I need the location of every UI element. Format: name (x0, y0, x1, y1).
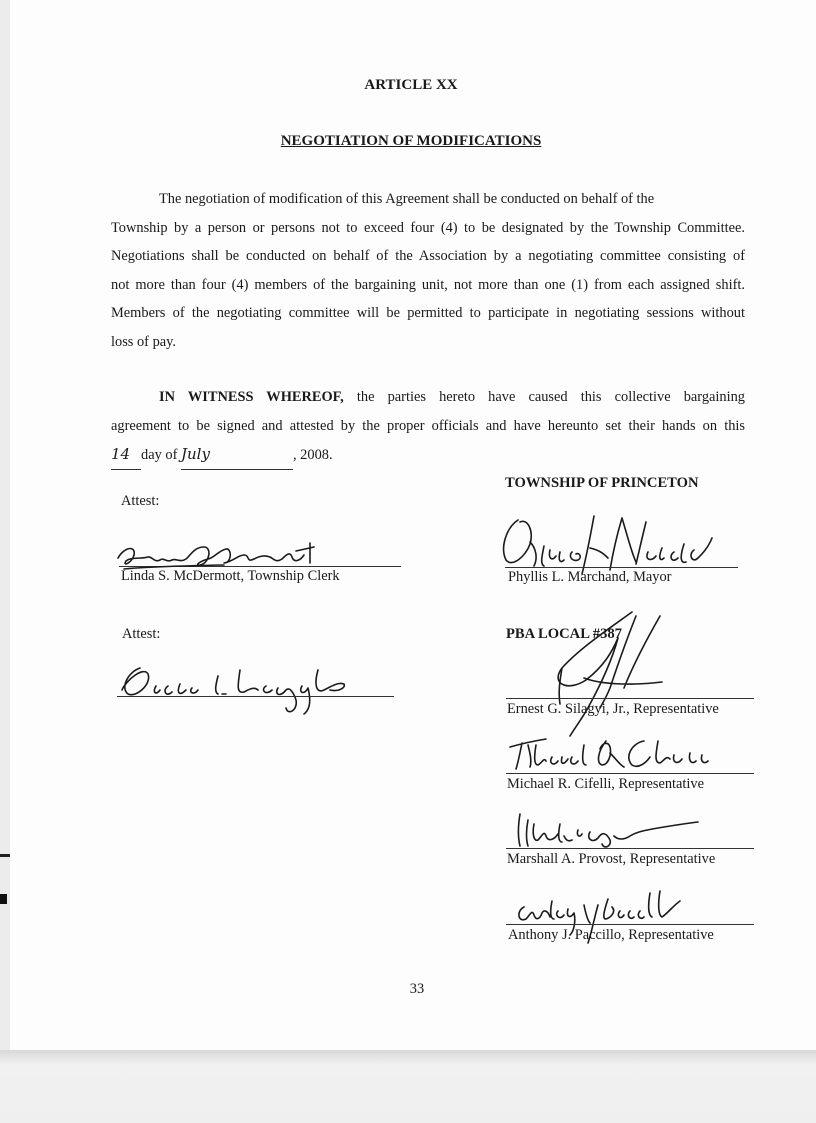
signature-line (506, 773, 754, 774)
witness-line: agreement to be signed and attested by the proper officials and have hereunto set their hands on this (111, 417, 745, 434)
body-line: not more than four (4) members of the bargaining unit, not more than one (1) from each assigned shift. (111, 276, 745, 293)
page-number: 33 (409, 981, 425, 997)
signature-line (117, 696, 394, 697)
scanner-margin (0, 1050, 816, 1123)
signature-line (505, 567, 738, 568)
scan-artifact (0, 894, 7, 904)
representative-signature (540, 608, 700, 748)
mayor-name: Phyllis L. Marchand, Mayor (508, 569, 672, 585)
scan-artifact (0, 854, 10, 857)
body-line: loss of pay. (111, 333, 177, 350)
signature-line (506, 698, 754, 699)
attest-label: Attest: (121, 493, 160, 509)
clerk-name: Linda S. McDermott, Township Clerk (121, 568, 340, 584)
pba-heading: PBA LOCAL #387 (506, 626, 622, 642)
township-heading: TOWNSHIP OF PRINCETON (505, 475, 699, 491)
representative-name: Marshall A. Provost, Representative (507, 851, 716, 867)
body-line: The negotiation of modification of this Agreement shall be conducted on behalf of the (159, 191, 655, 207)
representative-signature (506, 735, 726, 777)
representative-name: Ernest G. Silagyi, Jr., Representative (507, 701, 719, 717)
attest-signature (118, 660, 358, 718)
attest-label: Attest: (122, 626, 161, 642)
date-line: 14 day of July , 2008. (111, 440, 745, 470)
body-line: Members of the negotiating committee will be permitted to participate in negotiating sessions without (111, 305, 745, 321)
witness-line: IN WITNESS WHEREOF, the parties hereto have caused this collective bargaining (159, 389, 745, 405)
witness-lead: IN WITNESS WHEREOF, (159, 389, 344, 405)
body-line: Township by a person or persons not to exceed four (4) to be designated by the Township Committee. (111, 219, 745, 236)
signature-line (506, 924, 754, 925)
representative-name: Michael R. Cifelli, Representative (507, 776, 705, 792)
representative-name: Anthony J. Paccillo, Representative (508, 927, 714, 943)
day-field: 14 (111, 440, 141, 470)
article-heading: NEGOTIATION OF MODIFICATIONS (280, 133, 542, 149)
witness-paragraph (111, 383, 745, 470)
body-paragraph (111, 185, 745, 356)
month-field: July (181, 440, 293, 470)
article-number: ARTICLE XX (364, 77, 458, 93)
signature-line (506, 848, 754, 849)
body-line: Negotiations shall be conducted on behalf of the Association by a negotiating committee consisting of (111, 248, 745, 264)
